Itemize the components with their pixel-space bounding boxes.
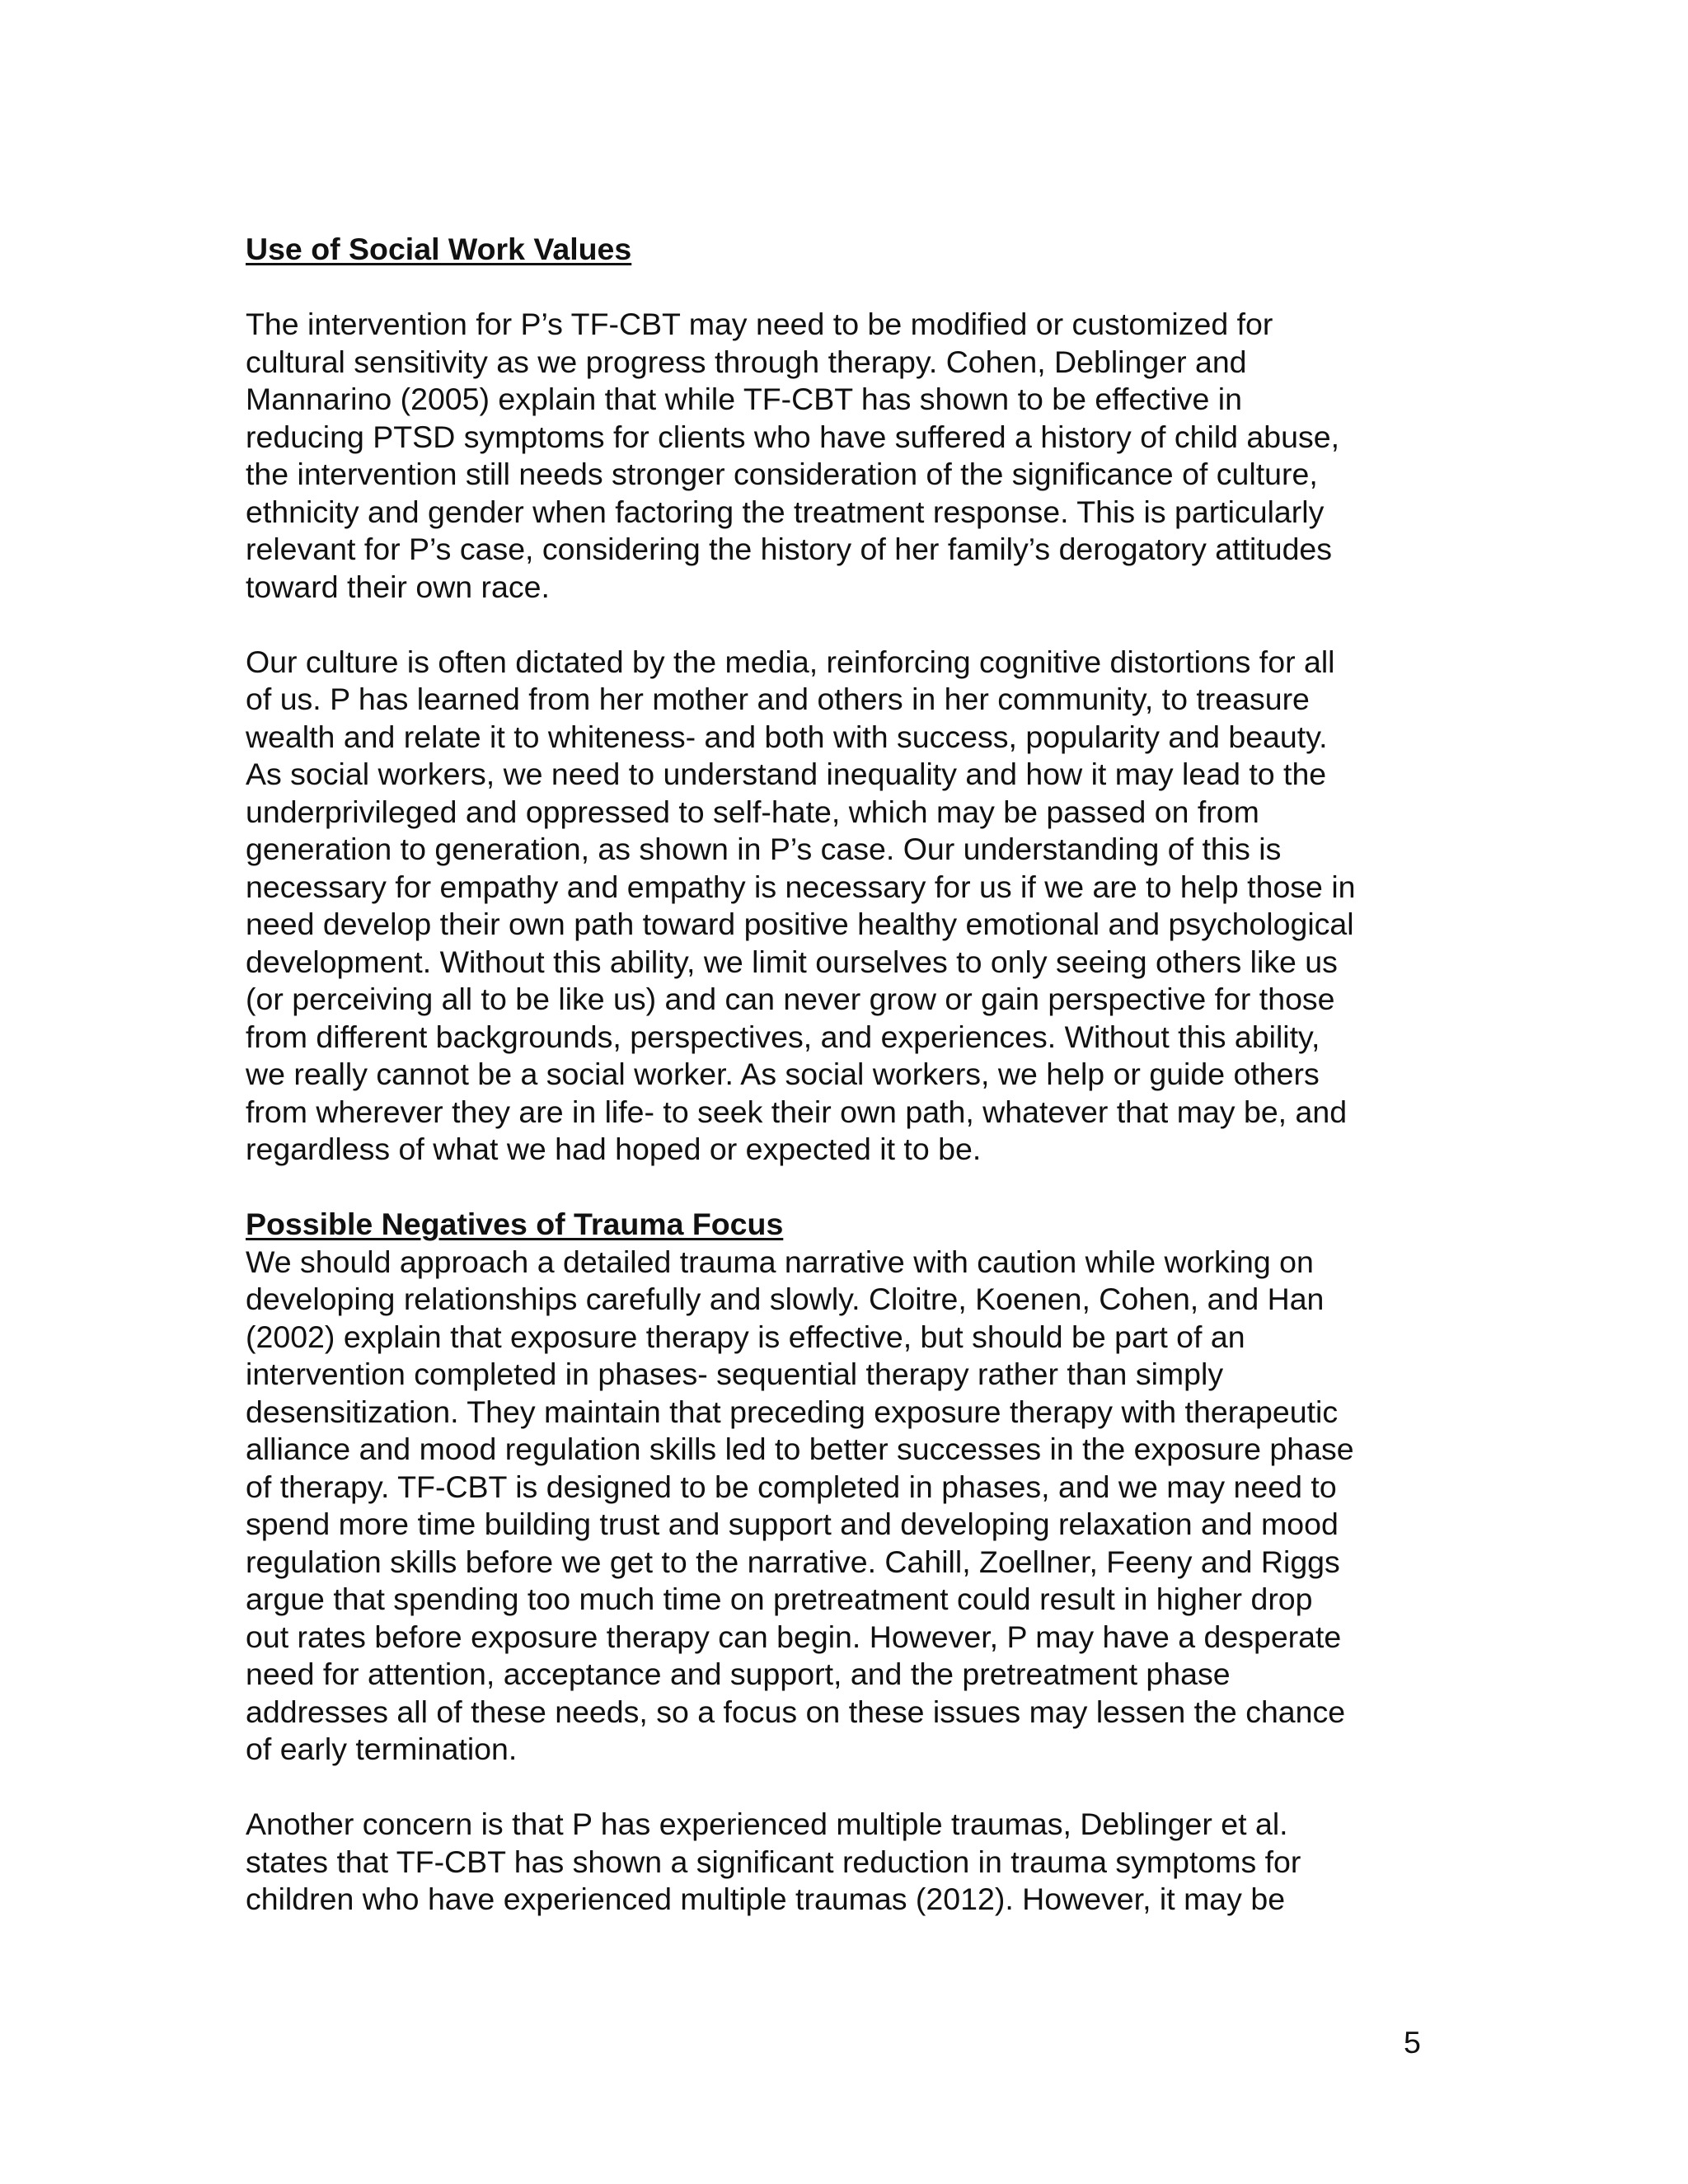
text-line: from different backgrounds, perspectives, and experiences. Without this ability, (246, 1019, 1320, 1054)
text-line: states that TF-CBT has shown a significant reduction in trauma symptoms for (246, 1844, 1301, 1879)
text-line: generation to generation, as shown in P’s case. Our understanding of this is (246, 832, 1282, 866)
text-line: Our culture is often dictated by the media, reinforcing cognitive distortions for all (246, 644, 1335, 679)
text-line: ethnicity and gender when factoring the treatment response. This is particularly (246, 494, 1325, 529)
document-body (246, 231, 1457, 1919)
paragraph-1 (246, 306, 1457, 606)
section-heading-social-work-values: Use of Social Work Values (246, 232, 632, 266)
page-number: 5 (1404, 2025, 1421, 2060)
paragraph-4 (246, 1806, 1457, 1919)
paragraph-3 (246, 1244, 1457, 1769)
text-line: Another concern is that P has experienced multiple traumas, Deblinger et al. (246, 1807, 1288, 1841)
text-line: regulation skills before we get to the narrative. Cahill, Zoellner, Feeny and Riggs (246, 1544, 1340, 1579)
spacer (246, 1769, 1457, 1807)
text-line: of therapy. TF-CBT is designed to be completed in phases, and we may need to (246, 1469, 1337, 1504)
text-line: necessary for empathy and empathy is necessary for us if we are to help those in (246, 869, 1356, 904)
text-line: the intervention still needs stronger consideration of the significance of culture, (246, 457, 1318, 491)
text-line: We should approach a detailed trauma narrative with caution while working on (246, 1244, 1314, 1279)
text-line: from wherever they are in life- to seek their own path, whatever that may be, and (246, 1094, 1348, 1129)
text-line: of early termination. (246, 1732, 518, 1766)
text-line: As social workers, we need to understand inequality and how it may lead to the (246, 757, 1327, 791)
text-line: of us. P has learned from her mother and others in her community, to treasure (246, 682, 1310, 716)
text-line: reducing PTSD symptoms for clients who have suffered a history of child abuse, (246, 419, 1340, 454)
text-line: need for attention, acceptance and support, and the pretreatment phase (246, 1657, 1231, 1691)
spacer (246, 269, 1457, 307)
text-line: underprivileged and oppressed to self-hate, which may be passed on from (246, 794, 1259, 829)
text-line: cultural sensitivity as we progress through therapy. Cohen, Deblinger and (246, 344, 1247, 379)
text-line: development. Without this ability, we limit ourselves to only seeing others like us (246, 944, 1338, 979)
text-line: addresses all of these needs, so a focus on these issues may lessen the chance (246, 1694, 1346, 1729)
text-line: The intervention for P’s TF-CBT may need to be modified or customized for (246, 307, 1273, 341)
text-line: intervention completed in phases- sequential therapy rather than simply (246, 1357, 1224, 1391)
section-heading-negatives-trauma-focus: Possible Negatives of Trauma Focus (246, 1207, 784, 1241)
text-line: (or perceiving all to be like us) and can never grow or gain perspective for those (246, 982, 1335, 1016)
text-line: developing relationships carefully and slowly. Cloitre, Koenen, Cohen, and Han (246, 1282, 1325, 1316)
text-line: argue that spending too much time on pretreatment could result in higher drop (246, 1582, 1313, 1616)
text-line: children who have experienced multiple traumas (2012). However, it may be (246, 1882, 1286, 1916)
text-line: Mannarino (2005) explain that while TF-CBT has shown to be effective in (246, 382, 1242, 416)
spacer (246, 1169, 1457, 1207)
text-line: toward their own race. (246, 569, 550, 604)
text-line: wealth and relate it to whiteness- and both with success, popularity and beauty. (246, 719, 1328, 754)
text-line: alliance and mood regulation skills led to better successes in the exposure phase (246, 1432, 1354, 1466)
text-line: out rates before exposure therapy can begin. However, P may have a desperate (246, 1619, 1342, 1654)
text-line: (2002) explain that exposure therapy is effective, but should be part of an (246, 1319, 1245, 1354)
text-line: need develop their own path toward positive healthy emotional and psychological (246, 907, 1354, 941)
spacer (246, 606, 1457, 644)
text-line: desensitization. They maintain that preceding exposure therapy with therapeutic (246, 1394, 1339, 1429)
text-line: we really cannot be a social worker. As social workers, we help or guide others (246, 1057, 1320, 1091)
text-line: relevant for P’s case, considering the history of her family’s derogatory attitudes (246, 532, 1333, 566)
text-line: spend more time building trust and support and developing relaxation and mood (246, 1507, 1339, 1541)
text-line: regardless of what we had hoped or expected it to be. (246, 1132, 982, 1166)
paragraph-2 (246, 644, 1457, 1169)
